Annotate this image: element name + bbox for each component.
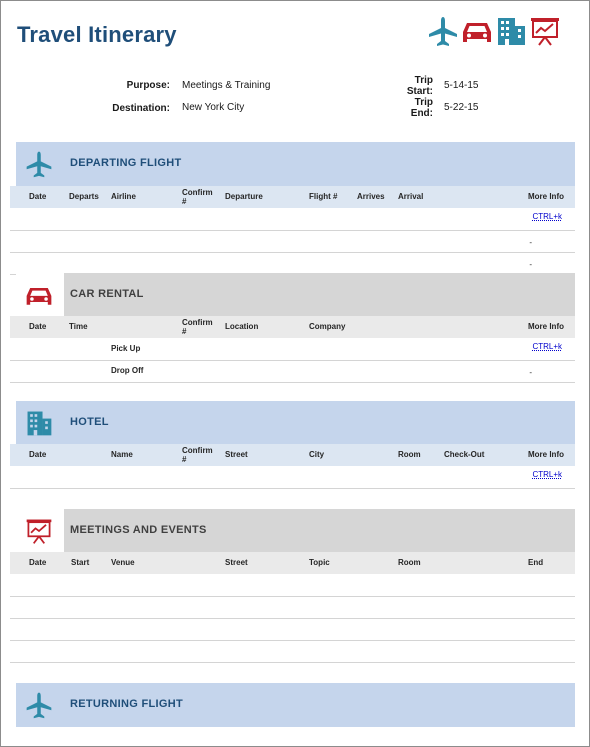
col-confirm: Confirm # [182,318,213,336]
col-more-info: More Info [528,192,564,201]
col-name: Name [111,450,133,459]
section-title: CAR RENTAL [70,288,144,300]
section-title: DEPARTING FLIGHT [70,157,182,169]
col-end: End [528,558,544,567]
col-date: Date [29,450,47,459]
presentation-icon [24,516,54,546]
car-column-headers [10,316,575,338]
more-info-value: - [529,368,532,377]
col-street: Street [225,558,248,567]
table-row[interactable] [10,208,575,231]
col-airline: Airline [111,192,136,201]
col-more-info: More Info [528,322,564,331]
car-icon [460,15,494,47]
trip-end-label: Trip End: [410,97,433,119]
col-time: Time [69,322,88,331]
col-arrival: Arrival [398,192,424,201]
col-date: Date [29,322,47,331]
col-more-info: More Info [528,450,564,459]
header-icons [426,15,561,49]
col-departure: Departure [225,192,263,201]
car-rental-header [10,273,575,317]
hotel-header [10,401,575,445]
departing-column-headers [10,186,575,208]
more-info-link[interactable]: CTRL+k [532,212,562,221]
col-arrives: Arrives [357,192,385,201]
table-row[interactable] [10,252,575,275]
table-row[interactable] [10,574,575,597]
departing-flight-header [10,142,575,186]
building-icon [494,15,528,47]
hotel-column-headers [10,444,575,466]
more-info-link[interactable]: CTRL+k [532,470,562,479]
airplane-icon [24,149,54,179]
trip-end-value[interactable]: 5-22-15 [444,102,479,113]
table-row[interactable] [10,618,575,641]
col-date: Date [29,558,47,567]
col-city: City [309,450,325,459]
col-confirm: Confirm # [182,446,213,464]
dropoff-label: Drop Off [111,366,144,375]
meetings-column-headers [10,552,575,574]
destination-value[interactable]: New York City [182,102,245,113]
more-info-value: - [529,260,532,269]
col-flight: Flight # [309,192,338,201]
page-title: Travel Itinerary [17,22,177,47]
purpose-label: Purpose: [126,80,170,91]
more-info-link[interactable]: CTRL+k [532,342,562,351]
col-date: Date [29,192,47,201]
col-checkout: Check-Out [444,450,485,459]
pickup-label: Pick Up [111,344,141,353]
col-departs: Departs [69,192,99,201]
col-topic: Topic [309,558,330,567]
table-row[interactable] [10,360,575,383]
trip-start-label: Trip Start: [406,75,433,97]
destination-label: Destination: [112,103,170,114]
col-venue: Venue [111,558,135,567]
section-title: RETURNING FLIGHT [70,698,183,710]
col-start: Start [71,558,90,567]
airplane-icon [24,690,54,720]
col-room: Room [398,450,421,459]
table-row[interactable] [10,466,575,489]
col-street: Street [225,450,248,459]
returning-flight-header [10,683,575,727]
trip-start-value[interactable]: 5-14-15 [444,80,479,91]
table-row[interactable] [10,640,575,663]
presentation-icon [528,15,562,47]
table-row[interactable] [10,338,575,361]
meetings-header [10,509,575,553]
building-icon [24,408,54,438]
section-title: HOTEL [70,416,109,428]
col-room: Room [398,558,421,567]
car-icon [24,280,54,310]
section-title: MEETINGS AND EVENTS [70,524,207,536]
col-location: Location [225,322,259,331]
purpose-value[interactable]: Meetings & Training [182,80,271,91]
col-company: Company [309,322,346,331]
col-confirm: Confirm # [182,188,213,206]
table-row[interactable] [10,230,575,253]
more-info-value: - [529,238,532,247]
table-row[interactable] [10,596,575,619]
airplane-icon [426,15,460,47]
